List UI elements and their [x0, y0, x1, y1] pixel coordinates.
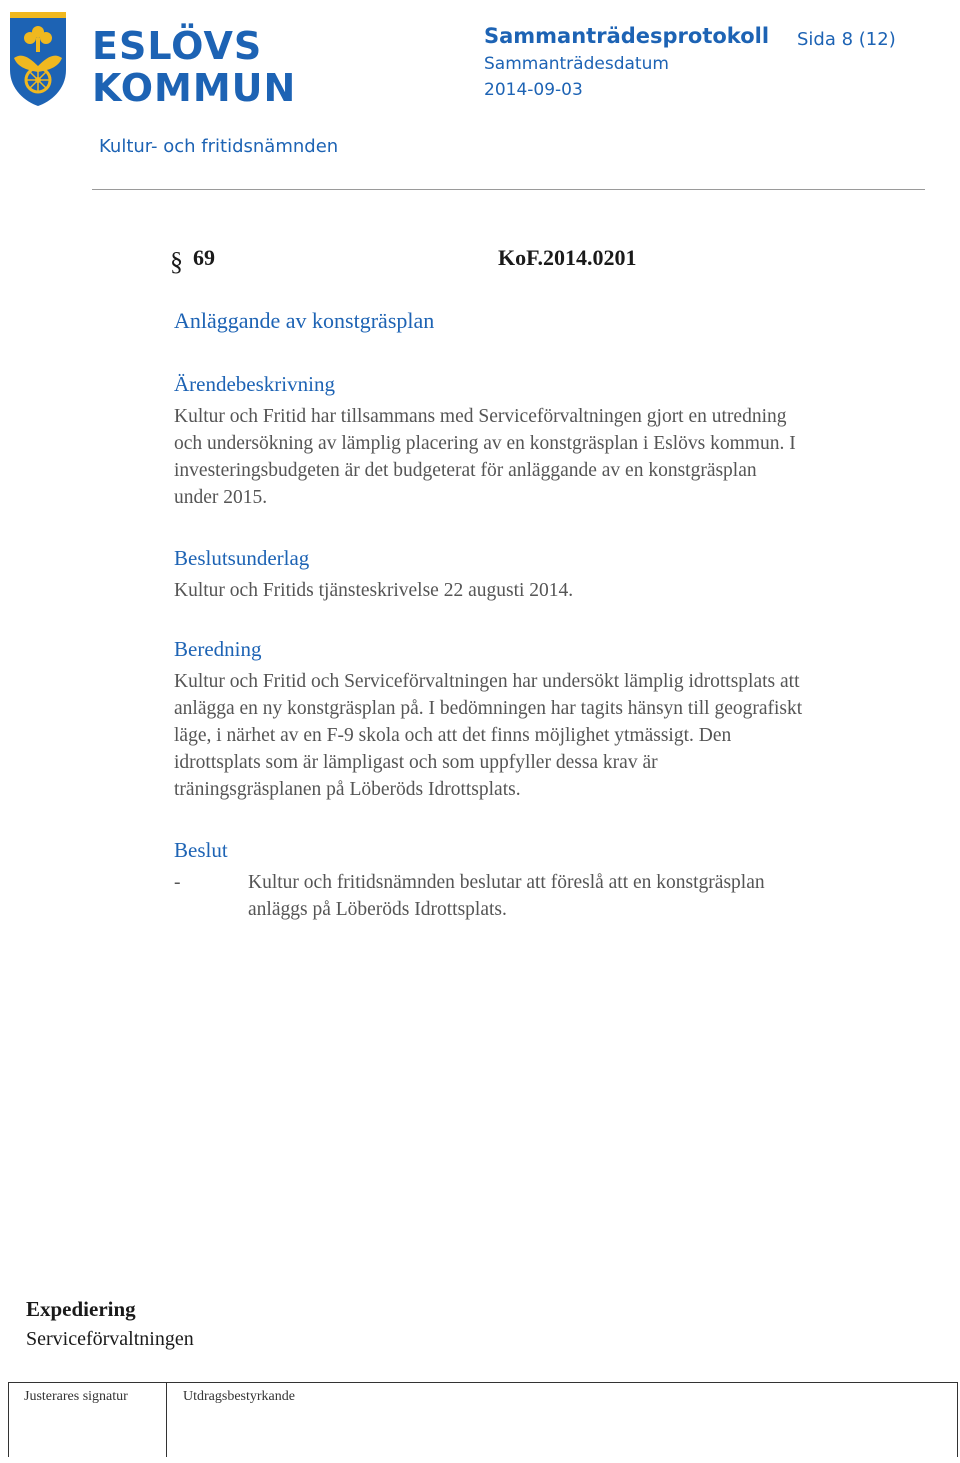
page-number: Sida 8 (12)	[797, 29, 896, 50]
section-sign-icon	[170, 247, 190, 275]
section-number: 69	[193, 245, 215, 270]
paragraph-beslut	[248, 869, 908, 923]
footer-box-divider	[166, 1382, 167, 1457]
expediering-recipient: Serviceförvaltningen	[26, 1328, 194, 1350]
signature-label: Justerares signatur	[24, 1389, 128, 1404]
document-type: Sammanträdesprotokoll	[484, 24, 770, 48]
text-line: idrottsplats som är lämpligast och som uppfyller dessa krav är	[174, 752, 658, 773]
text-line: Kultur och fritidsnämnden beslutar att föreslå att en konstgräsplan	[248, 872, 765, 893]
text-line: läge, i närhet av en F-9 skola och att det finns möjlighet ytmässigt. Den	[174, 725, 732, 746]
page-title: Anläggande av konstgräsplan	[174, 308, 435, 333]
extract-certification-label: Utdragsbestyrkande	[183, 1389, 295, 1404]
header-divider	[92, 189, 925, 190]
logo-wordmark-line2: KOMMUN	[92, 66, 297, 110]
case-number: KoF.2014.0201	[498, 245, 637, 270]
paragraph-beslutsunderlag: Kultur och Fritids tjänsteskrivelse 22 augusti 2014.	[174, 580, 574, 601]
text-line: under 2015.	[174, 487, 268, 508]
heading-beslut: Beslut	[174, 838, 228, 862]
heading-beslutsunderlag: Beslutsunderlag	[174, 546, 310, 570]
paragraph-arendebeskrivning	[174, 403, 934, 511]
paragraph-beredning	[174, 668, 934, 803]
text-line: anläggs på Löberöds Idrottsplats.	[248, 899, 507, 920]
meeting-date: 2014-09-03	[484, 80, 583, 100]
text-line: träningsgräsplanen på Löberöds Idrottsplats.	[174, 779, 521, 800]
meeting-date-label: Sammanträdesdatum	[484, 54, 669, 74]
text-line: Kultur och Fritid har tillsammans med Serviceförvaltningen gjort en utredning	[174, 406, 787, 427]
eslov-coat-of-arms-logo	[8, 8, 68, 108]
text-line: investeringsbudgeten är det budgeterat för anläggande av en konstgräsplan	[174, 460, 757, 481]
svg-text:§: §	[170, 247, 183, 275]
text-line: anlägga en ny konstgräsplan på. I bedömningen har tagits hänsyn till geografiskt	[174, 698, 803, 719]
heading-arendebeskrivning: Ärendebeskrivning	[174, 372, 335, 396]
footer-box-left-border	[8, 1382, 9, 1457]
committee-name: Kultur- och fritidsnämnden	[99, 136, 339, 157]
decision-bullet: -	[174, 872, 181, 893]
heading-expediering: Expediering	[26, 1297, 136, 1321]
logo-wordmark-line1: ESLÖVS	[92, 24, 263, 68]
footer-box-top-border	[8, 1382, 958, 1383]
text-line: Kultur och Fritid och Serviceförvaltningen har undersökt lämplig idrottsplats att	[174, 671, 800, 692]
heading-beredning: Beredning	[174, 637, 262, 661]
text-line: och undersökning av lämplig placering av en konstgräsplan i Eslövs kommun. I	[174, 433, 796, 454]
footer-box-right-border	[957, 1382, 958, 1457]
